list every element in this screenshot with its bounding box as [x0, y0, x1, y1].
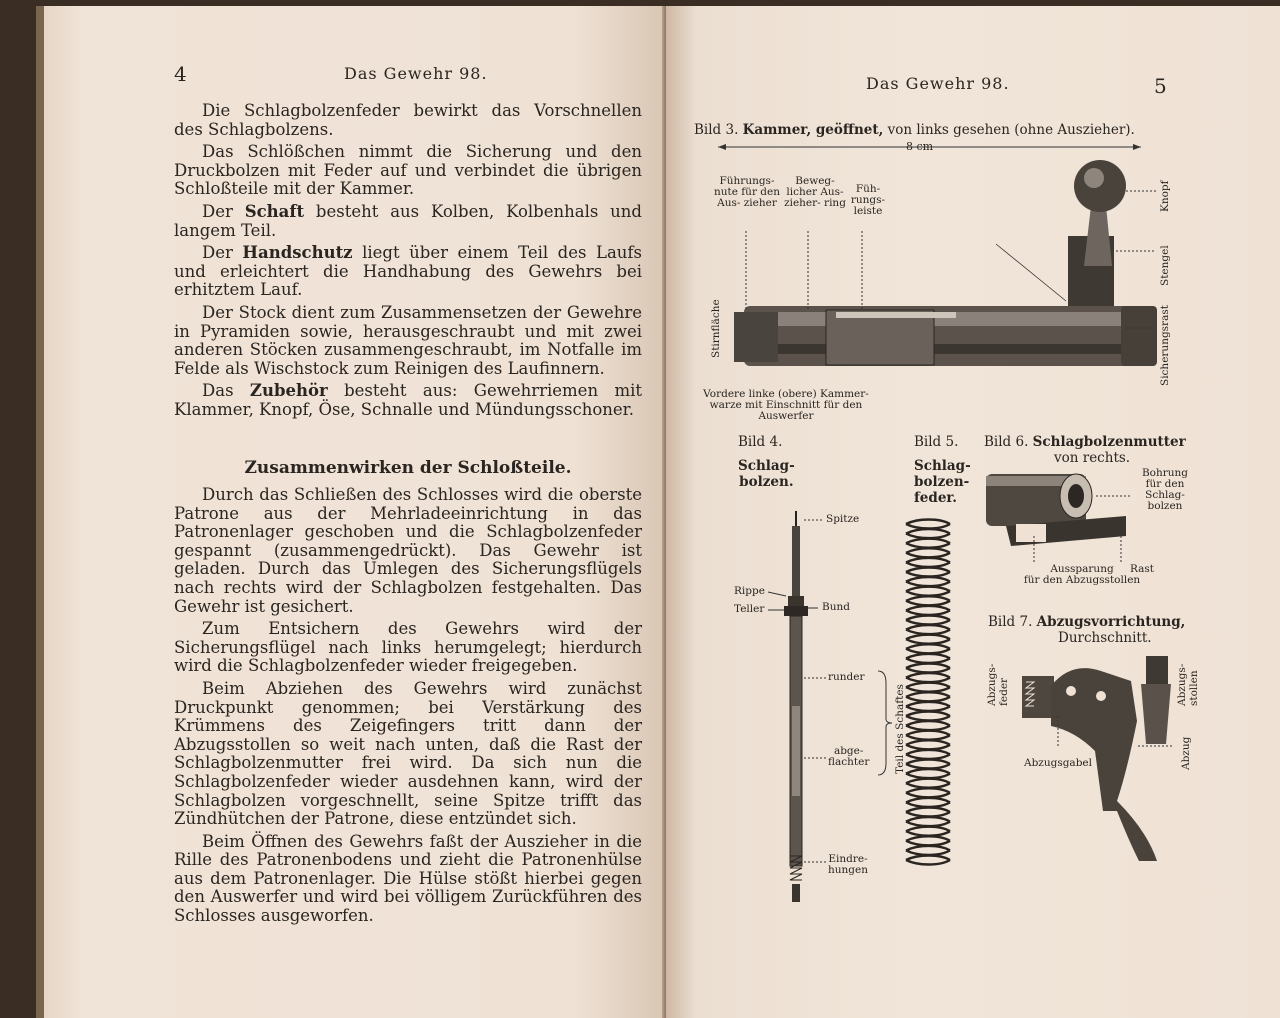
- spring-coil: [906, 760, 950, 769]
- label-stirnflaeche: Stirnfläche: [710, 299, 722, 358]
- right-page: [666, 6, 1280, 1018]
- paragraph-4: Der Handschutz liegt über einem Teil des Laufs und erleichtert die Handhabung des Gewehrs bei erhitztem Lauf.: [174, 243, 642, 300]
- spring-coil: [906, 798, 950, 807]
- spring-coil: [906, 558, 950, 567]
- label-abzugsfeder: Abzugs- feder: [986, 663, 1010, 706]
- spring-coil: [906, 856, 950, 865]
- fig3-caption: Bild 3. Kammer, geöffnet, von links gesehen (ohne Auszieher).: [694, 122, 1135, 138]
- spring-coil: [906, 577, 950, 586]
- fig3-scale-label: 8 cm: [906, 140, 934, 153]
- spring-coil: [906, 721, 950, 730]
- spring-drawing: [906, 520, 950, 865]
- label-fuehrungsleiste: Füh- rungs- leiste: [850, 183, 886, 217]
- section-paragraph-3: Beim Abziehen des Gewehrs wird zunächst Druckpunkt genommen; bei Verstärkung des Krümmens des Zeigefingers tritt dann der Abzugsstollen so weit nach unten, daß die Rast der Schlagbolzenmutter frei wird. Da sich nun die Schlagbolzenfeder wieder ausdehnen kann, wird der Schlagbolzen vorgeschnellt, seine Spitze trifft das Zündhütchen der Patrone, diese entzündet sich.: [174, 678, 642, 829]
- open-book: [36, 6, 1280, 1018]
- spring-coil: [906, 769, 950, 778]
- fig5-title: Schlag- bolzen- feder.: [914, 458, 971, 506]
- spring-coil: [906, 529, 950, 538]
- label-sicherungsrast: Sicherungsrast: [1159, 305, 1171, 386]
- figures-drawing: [666, 6, 1280, 1018]
- spring-coil: [906, 616, 950, 625]
- spring-coil: [906, 587, 950, 596]
- label-knopf: Knopf: [1159, 180, 1171, 212]
- label-teil-des-schaftes: Teil des Schaftes: [894, 684, 906, 774]
- fig7-caption-rest: Durchschnitt.: [1058, 630, 1152, 646]
- label-abgeflachter: abge- flachter: [828, 745, 870, 768]
- paragraph-5: Der Stock dient zum Zusammensetzen der Gewehre in Pyramiden sowie, herausgeschraubt und mit zwei anderen Stöcken zusammengeschraubt, im Notfalle im Felde als Wischstock zum Reinigen des Laufinnern.: [174, 302, 642, 378]
- label-abzugsstollen: Abzugs- stollen: [1176, 663, 1200, 706]
- paragraph-3: Der Schaft besteht aus Kolben, Kolbenhals und langem Teil.: [174, 201, 642, 240]
- spring-coil: [906, 846, 950, 855]
- running-head-left: Das Gewehr 98.: [344, 64, 488, 83]
- label-bohrung: Bohrung für den Schlag- bolzen: [1141, 467, 1189, 512]
- spring-coil: [906, 664, 950, 673]
- label-abzug: Abzug: [1180, 736, 1192, 770]
- section-heading: Zusammenwirken der Schloßteile.: [244, 458, 572, 478]
- label-kammerwarze: Vordere linke (obere) Kammer- warze mit Einschnitt für den Auswerfer: [703, 388, 869, 422]
- striker-nut-drawing: [986, 474, 1126, 546]
- left-text-block-2: [174, 486, 642, 930]
- label-aussparung: Aussparung für den Abzugsstollen: [1023, 563, 1141, 586]
- spring-coil: [906, 836, 950, 845]
- section-paragraph-1: Durch das Schließen des Schlosses wird die oberste Patrone aus der Mehrladeeinrichtung in das Patronenlager geschoben und die Schlagbolzenfeder gespannt (zusammengedrückt). Das Gewehr ist geladen. Durch das Umlegen des Sicherungsflügels nach rechts wird der Schlagbolzen festgehalten. Das Gewehr ist gesichert.: [174, 485, 642, 616]
- paragraph-6: Das Zubehör besteht aus: Gewehrriemen mit Klammer, Knopf, Öse, Schnalle und Mündungsschoner.: [174, 381, 643, 419]
- spring-coil: [906, 606, 950, 615]
- spring-coil: [906, 788, 950, 797]
- spring-coil: [906, 702, 950, 711]
- spring-coil: [906, 520, 950, 529]
- spring-coil: [906, 808, 950, 817]
- spring-coil: [906, 625, 950, 634]
- label-stengel: Stengel: [1159, 245, 1171, 286]
- spring-coil: [906, 654, 950, 663]
- spring-coil: [906, 568, 950, 577]
- spring-coil: [906, 635, 950, 644]
- label-eindrehungen: Eindre- hungen: [828, 853, 868, 876]
- fig6-caption-rest: von rechts.: [1054, 450, 1131, 466]
- fig6-caption: Bild 6. Schlagbolzenmutter: [984, 434, 1186, 450]
- spring-coil: [906, 827, 950, 836]
- left-text-block-1: [174, 102, 642, 424]
- spring-coil: [906, 779, 950, 788]
- fig4-caption: Bild 4.: [738, 434, 783, 450]
- label-rippe: Rippe: [734, 585, 765, 597]
- section-paragraph-2: Zum Entsichern des Gewehrs wird der Sicherungsflügel nach links herumgelegt; hierdurch wird die Schlagbolzenfeder wieder freigegeben.: [174, 619, 642, 676]
- spring-coil: [906, 692, 950, 701]
- firing-pin-drawing: [784, 511, 808, 902]
- spring-coil: [906, 548, 950, 557]
- label-abzugsgabel: Abzugsgabel: [1024, 757, 1092, 769]
- label-beweglicher-auszieherring: Beweg- licher Aus- zieher- ring: [784, 175, 846, 209]
- spring-coil: [906, 731, 950, 740]
- spring-coil: [906, 539, 950, 548]
- spring-coil: [906, 644, 950, 653]
- fig5-caption: Bild 5.: [914, 434, 959, 450]
- page-number-right: 5: [1154, 74, 1167, 98]
- label-spitze: Spitze: [826, 513, 860, 525]
- spring-coil: [906, 817, 950, 826]
- label-fuehrungsnute: Führungs- nute für den Aus- zieher: [714, 175, 780, 209]
- paragraph-2: Das Schlößchen nimmt die Sicherung und den Druckbolzen mit Feder auf und verbindet die übrigen Schloßteile mit der Kammer.: [174, 142, 642, 199]
- spring-coil: [906, 683, 950, 692]
- section-paragraph-4: Beim Öffnen des Gewehrs faßt der Auszieher in die Rille des Patronenbodens und zieht die Patronenhülse aus dem Patronenlager. Die Hülse stößt hierbei gegen den Auswerfer und wird bei völligem Zurückführen des Schlosses ausgeworfen.: [174, 831, 642, 926]
- spring-coil: [906, 740, 950, 749]
- running-head-right: Das Gewehr 98.: [866, 74, 1010, 93]
- page-number-left: 4: [174, 62, 187, 86]
- label-rast: Rast: [1130, 563, 1155, 575]
- left-page: [44, 6, 666, 1018]
- spring-coil: [906, 750, 950, 759]
- fig7-caption: Bild 7. Abzugsvorrichtung,: [988, 614, 1186, 630]
- fig4-title: Schlag- bolzen.: [738, 458, 795, 490]
- label-runder: runder: [828, 671, 865, 683]
- spring-coil: [906, 673, 950, 682]
- paragraph-1: Die Schlagbolzenfeder bewirkt das Vorschnellen des Schlagbolzens.: [174, 101, 642, 139]
- spring-coil: [906, 596, 950, 605]
- spring-coil: [906, 712, 950, 721]
- label-bund: Bund: [822, 601, 850, 613]
- label-teller: Teller: [734, 603, 765, 615]
